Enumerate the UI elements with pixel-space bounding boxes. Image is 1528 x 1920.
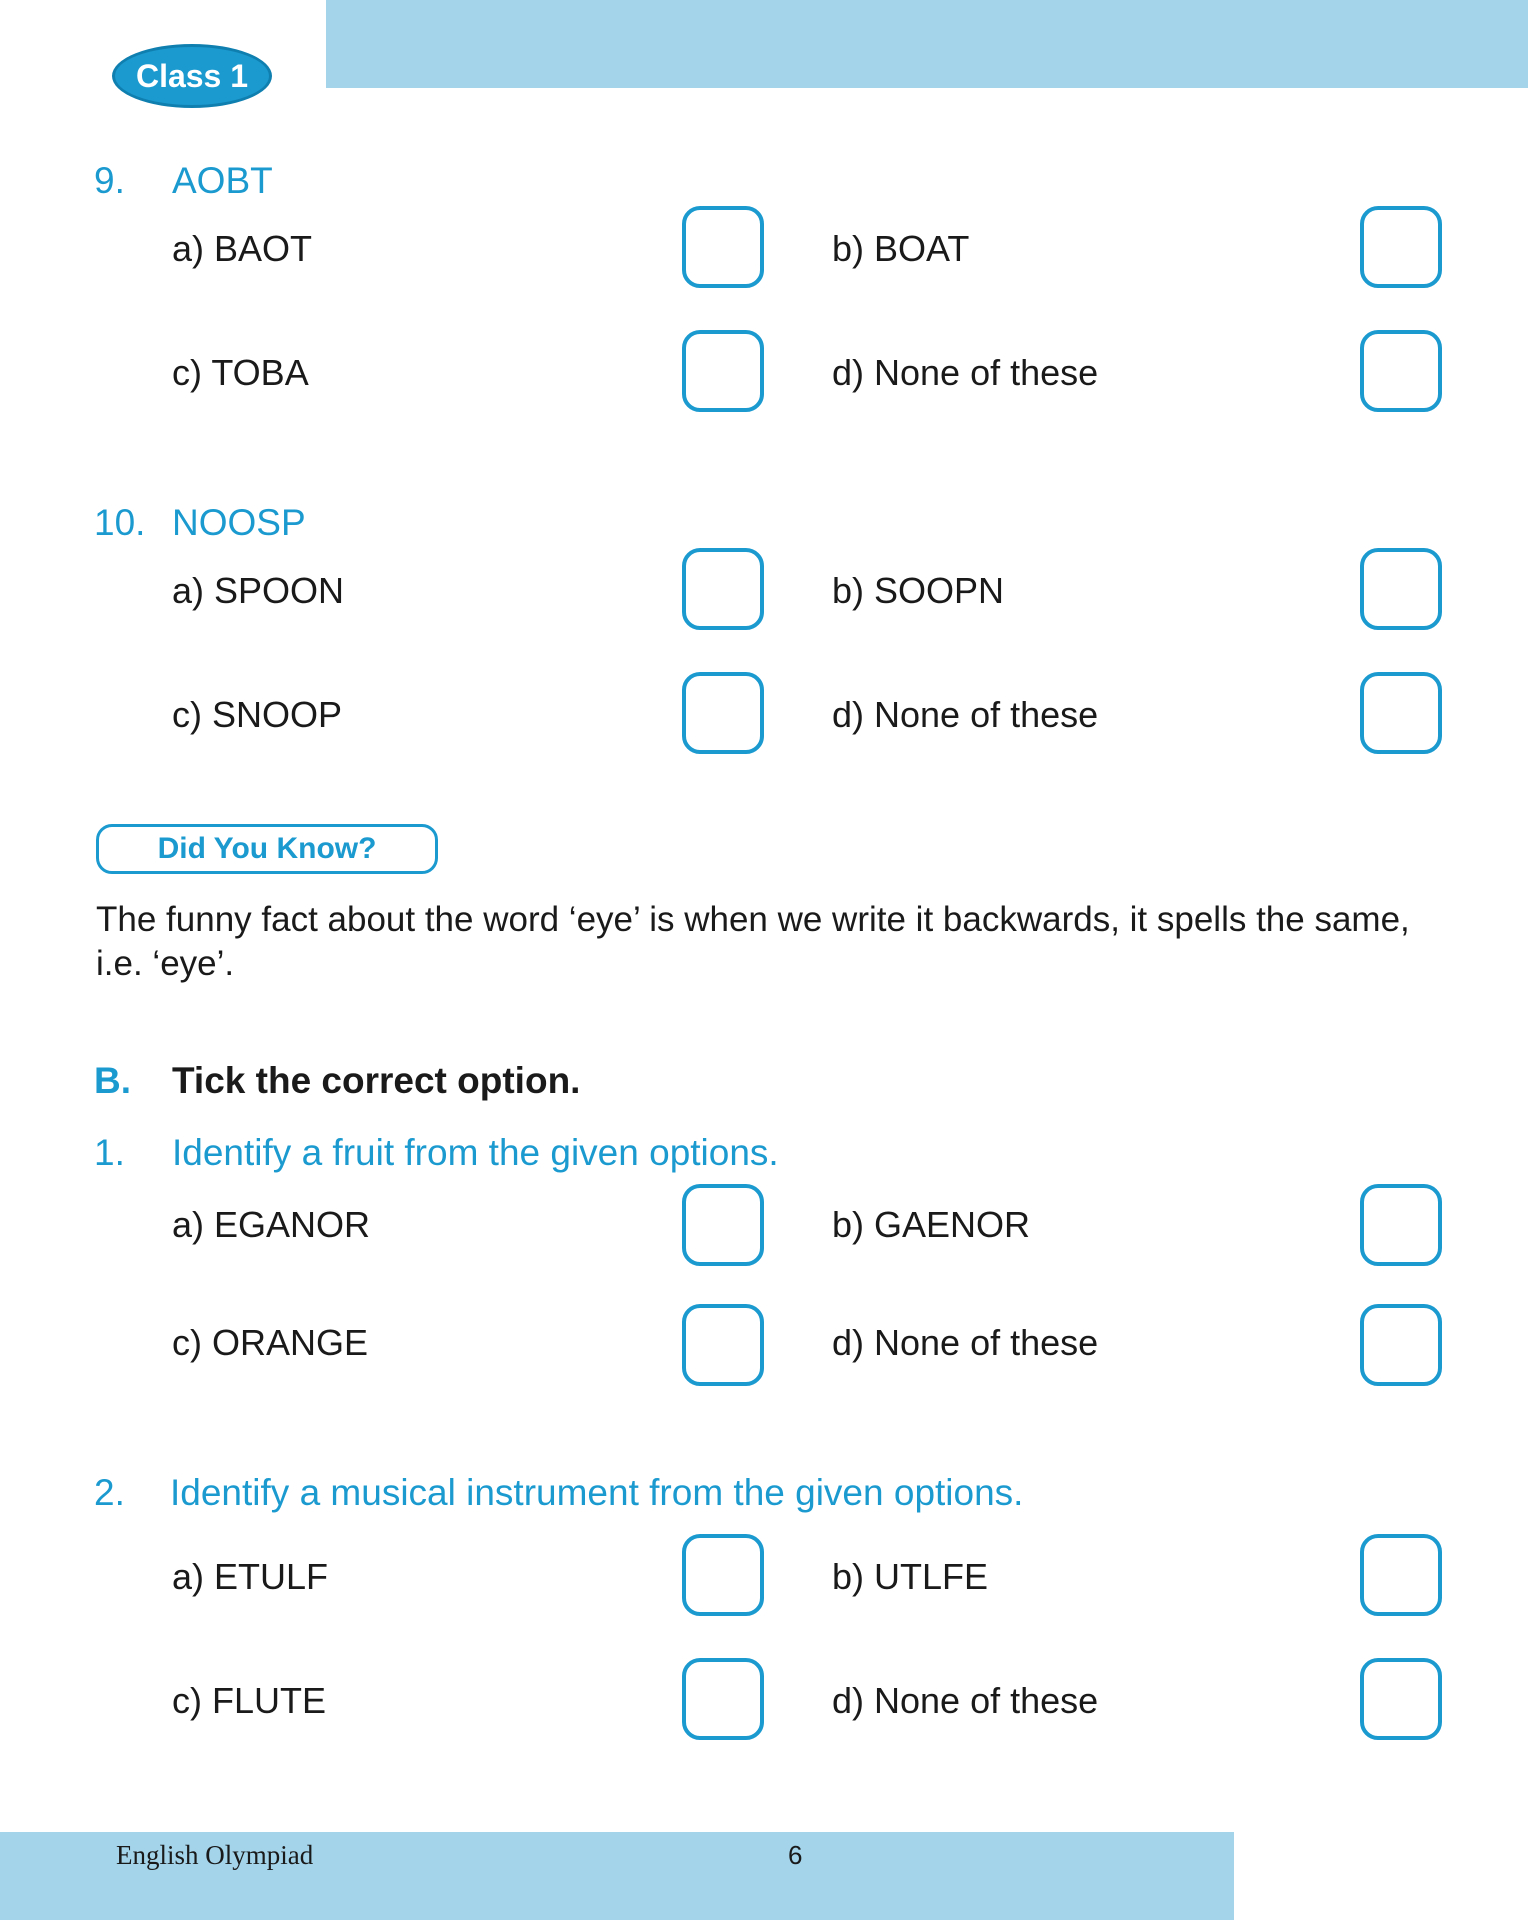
- did-you-know-badge: Did You Know?: [96, 824, 438, 874]
- question-prompt: Identify a musical instrument from the given options.: [170, 1472, 1024, 1513]
- question-number: 9.: [94, 160, 125, 201]
- option-a-label: a) ETULF: [172, 1556, 329, 1597]
- option-b-label: b) UTLFE: [832, 1556, 989, 1597]
- page-number: 6: [788, 1840, 803, 1870]
- option-b-checkbox[interactable]: [1360, 206, 1442, 288]
- question-number: 1.: [94, 1132, 125, 1173]
- option-b-label: b) SOOPN: [832, 570, 1005, 611]
- option-a-checkbox[interactable]: [682, 1184, 764, 1266]
- option-b-checkbox[interactable]: [1360, 1184, 1442, 1266]
- option-c-label: c) ORANGE: [172, 1322, 369, 1363]
- option-b-label: b) GAENOR: [832, 1204, 1031, 1245]
- header-band: [326, 0, 1528, 88]
- option-a-label: a) BAOT: [172, 228, 313, 269]
- question-prompt: Identify a fruit from the given options.: [172, 1132, 779, 1173]
- option-b-checkbox[interactable]: [1360, 1534, 1442, 1616]
- option-a-label: a) EGANOR: [172, 1204, 371, 1245]
- question-number: 2.: [94, 1472, 125, 1513]
- option-c-label: c) TOBA: [172, 352, 309, 393]
- option-b-checkbox[interactable]: [1360, 548, 1442, 630]
- option-d-checkbox[interactable]: [1360, 1304, 1442, 1386]
- option-d-label: d) None of these: [832, 1680, 1099, 1721]
- question-word: AOBT: [172, 160, 273, 201]
- footer-title: English Olympiad: [116, 1840, 314, 1870]
- option-a-checkbox[interactable]: [682, 1534, 764, 1616]
- option-c-label: c) SNOOP: [172, 694, 343, 735]
- question-number: 10.: [94, 502, 146, 543]
- option-c-checkbox[interactable]: [682, 1658, 764, 1740]
- option-d-label: d) None of these: [832, 694, 1099, 735]
- option-c-checkbox[interactable]: [682, 672, 764, 754]
- did-you-know-text: The funny fact about the word ‘eye’ is when we write it backwards, it spells the same, i.e. ‘eye’.: [96, 900, 1410, 983]
- option-c-label: c) FLUTE: [172, 1680, 327, 1721]
- option-a-checkbox[interactable]: [682, 548, 764, 630]
- option-c-checkbox[interactable]: [682, 330, 764, 412]
- option-b-label: b) BOAT: [832, 228, 970, 269]
- option-a-checkbox[interactable]: [682, 206, 764, 288]
- section-letter: B.: [94, 1060, 131, 1101]
- option-d-checkbox[interactable]: [1360, 330, 1442, 412]
- section-title: Tick the correct option.: [172, 1060, 581, 1101]
- question-word: NOOSP: [172, 502, 306, 543]
- option-d-label: d) None of these: [832, 352, 1099, 393]
- option-d-checkbox[interactable]: [1360, 672, 1442, 754]
- option-a-label: a) SPOON: [172, 570, 345, 611]
- option-d-label: d) None of these: [832, 1322, 1099, 1363]
- option-d-checkbox[interactable]: [1360, 1658, 1442, 1740]
- class-badge: Class 1: [112, 44, 272, 108]
- option-c-checkbox[interactable]: [682, 1304, 764, 1386]
